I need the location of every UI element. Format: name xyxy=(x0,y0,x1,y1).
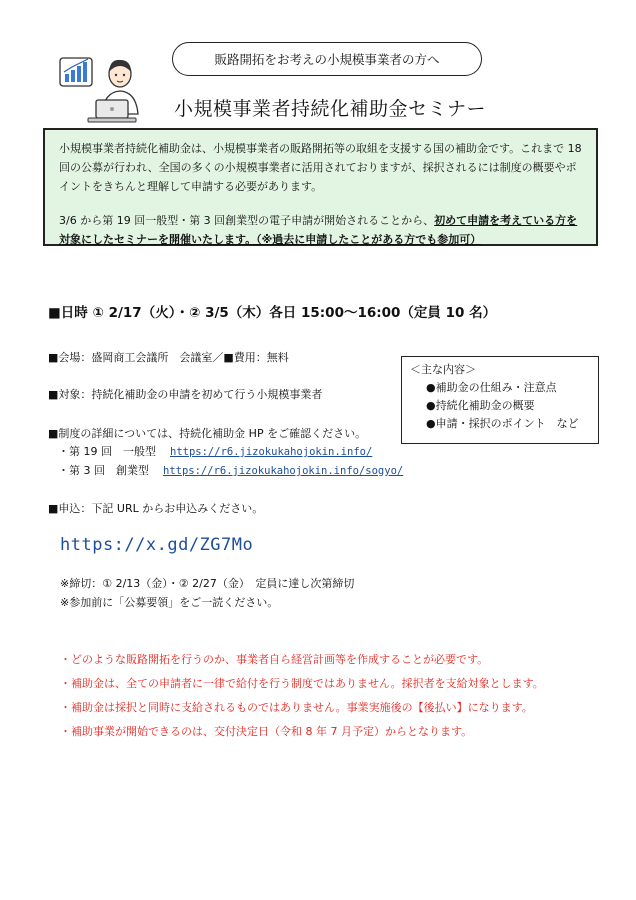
system-info: ■制度の詳細については、持続化補助金 HP をご確認ください。 xyxy=(48,427,367,440)
announcement-emphasis: 初めて申請を考えている方を対象にしたセミナーを開催いたします。（※過去に申請したことがある方でも参加可） xyxy=(59,214,578,246)
startup-type-link[interactable]: https://r6.jizokukahojokin.info/sogyo/ xyxy=(163,465,404,477)
general-type-link[interactable]: https://r6.jizokukahojokin.info/ xyxy=(170,446,373,458)
business-person-laptop-icon xyxy=(58,54,154,124)
target-audience-banner xyxy=(172,42,482,76)
read-guidelines-note: ※参加前に「公募要領」をご一読ください。 xyxy=(60,596,279,609)
application-link[interactable]: https://x.gd/ZG7Mo xyxy=(60,535,254,555)
deadline-note: ※締切：① 2/13（金）・② 2/27（金） 定員に達し次第締切 xyxy=(60,577,355,590)
page-title: 小規模事業者持続化補助金セミナー xyxy=(174,98,487,120)
announcement-text: 3/6 から第 19 回一般型・第 3 回創業型の電子申請が開始されることから、 xyxy=(59,214,435,227)
notice-item: ・どのような販路開拓を行うのか、事業者自ら経営計画等を作成することが必要です。 xyxy=(60,653,489,666)
apply-instruction: ■申込：下記 URL からお申込みください。 xyxy=(48,502,264,515)
target-audience: ■対象：持続化補助金の申請を初めて行う小規模事業者 xyxy=(48,388,323,401)
link-row-general xyxy=(58,443,372,459)
main-contents-box xyxy=(401,356,599,444)
contents-item: ●持続化補助金の概要 xyxy=(426,399,535,412)
notice-item: ・補助金は採択と同時に支給されるものではありません。事業実施後の【後払い】になります。 xyxy=(60,701,533,714)
link-label: ・第 3 回 創業型 xyxy=(58,464,149,477)
target-audience-text: 販路開拓をお考えの小規模事業者の方へ xyxy=(214,52,440,67)
intro-paragraph: 小規模事業者持続化補助金は、小規模事業者の販路開拓等の取組を支援する国の補助金です。これまで 18 回の公募が行われ、全国の多くの小規模事業者に活用されておりますが、採択されるには制度の概要やポイントをきちんと理解して申請する必要があります。 xyxy=(59,142,582,193)
contents-heading: ＜主な内容＞ xyxy=(410,363,476,376)
notice-item: ・補助事業が開始できるのは、交付決定日（令和 8 年 7 月予定）からとなります。 xyxy=(60,725,473,738)
contents-item: ●申請・採択のポイント など xyxy=(426,417,579,430)
link-row-startup xyxy=(58,462,403,478)
intro-box xyxy=(43,128,598,246)
seminar-datetime: ■日時 ① 2/17（火）・② 3/5（木）各日 15:00～16:00（定員 10 名） xyxy=(48,305,497,321)
notice-item: ・補助金は、全ての申請者に一律で給付を行う制度ではありません。採択者を支給対象とします。 xyxy=(60,677,544,690)
link-label: ・第 19 回 一般型 xyxy=(58,445,156,458)
intro-announcement xyxy=(59,211,584,249)
contents-item: ●補助金の仕組み・注意点 xyxy=(426,381,557,394)
venue-fee: ■会場：盛岡商工会議所 会議室／■費用：無料 xyxy=(48,351,289,364)
